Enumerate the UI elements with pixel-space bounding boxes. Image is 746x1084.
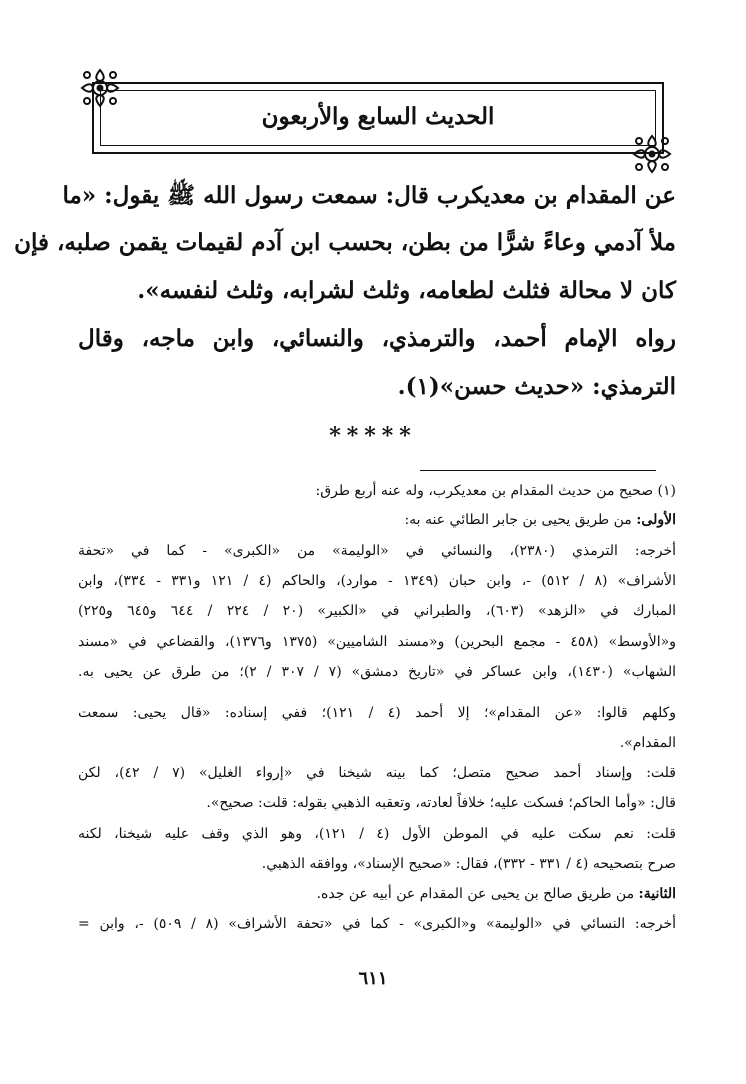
footnote-line [78, 886, 676, 902]
footnote-line: الأشراف» (٨ / ٥١٢) -، وابن حبان (١٣٤٩ - موارد)، والحاكم (٤ / ١٢١ و٣٣١ - ٣٣٤)، وابن [78, 573, 677, 589]
footnote-line [78, 512, 676, 528]
section-separator: ***** [329, 423, 417, 449]
footnote-line: أخرجه: الترمذي (٢٣٨٠)، والنسائي في «الوليمة» من «الكبرى» - كما في «تحفة [78, 543, 676, 559]
hadith-line: الترمذي: «حديث حسن»(١). [397, 373, 676, 400]
hadith-line: رواه الإمام أحمد، والترمذي، والنسائي، وابن ماجه، وقال [78, 325, 676, 352]
footnote-line: (١) صحيح من حديث المقدام بن معديكرب، وله عنه أربع طرق: [315, 483, 676, 499]
footnote-line: أخرجه: النسائي في «الوليمة» و«الكبرى» - كما في «تحفة الأشراف» (٨ / ٥٠٩) -، وابن = [78, 916, 676, 932]
hadith-line: عن المقدام بن معديكرب قال: سمعت رسول الله ﷺ يقول: «ما [62, 182, 676, 209]
footnote-line: المقدام». [619, 735, 676, 751]
footnote-text: من طريق صالح بن يحيى عن المقدام عن أبيه عن جده. [316, 886, 635, 902]
footnote-divider [420, 470, 656, 471]
hadith-line: ملأ آدمي وعاءً شرًّا من بطن، بحسب ابن آدم لقيمات يقمن صلبه، فإن [14, 229, 676, 256]
footnote-line: قال: «وأما الحاكم؛ فسكت عليه؛ خلافاً لعادته، وتعقبه الذهبي بقوله: قلت: صحيح». [206, 795, 676, 811]
footnote-line: قلت: وإسناد أحمد صحيح متصل؛ كما بينه شيخنا في «إرواء الغليل» (٧ / ٤٢)، لكن [78, 765, 676, 781]
footnote-line: المبارك في «الزهد» (٦٠٣)، والطبراني في «الكبير» (٢٠ / ٢٢٤ / ٦٤٤ و٦٤٥ و٢٢٥) [78, 603, 676, 619]
page-number: ٦١١ [358, 968, 388, 989]
footnote-label: الأولى: [636, 512, 676, 528]
footnote-line: و«الأوسط» (٤٥٨ - مجمع البحرين) و«مسند الشاميين» (١٣٧٥ و١٣٧٦)، والقضاعي في «مسند [78, 634, 676, 650]
hadith-line: كان لا محالة فثلث لطعامه، وثلث لشرابه، وثلث لنفسه». [137, 277, 676, 304]
footnote-line: وكلهم قالوا: «عن المقدام»؛ إلا أحمد (٤ / ١٢١)؛ ففي إسناده: «قال يحيى: سمعت [78, 705, 677, 721]
footnote-line: صرح بتصحيحه (٤ / ٣٣١ - ٣٣٢)، فقال: «صحيح الإسناد»، ووافقه الذهبي. [261, 856, 676, 872]
footnote-label: الثانية: [638, 886, 676, 902]
footnote-text: من طريق يحيى بن جابر الطائي عنه به: [404, 512, 632, 528]
chapter-title: الحديث السابع والأربعون [261, 103, 495, 130]
footnote-line: قلت: نعم سكت عليه في الموطن الأول (٤ / ١٢١)، وهو الذي وقف عليه شيخنا، لكنه [78, 826, 676, 842]
footnote-line: الشهاب» (١٤٣٠)، وابن عساكر في «تاريخ دمشق» (٧ / ٣٠٧ / ٢)؛ من طرق عن يحيى به. [78, 664, 676, 680]
title-frame [92, 82, 664, 154]
